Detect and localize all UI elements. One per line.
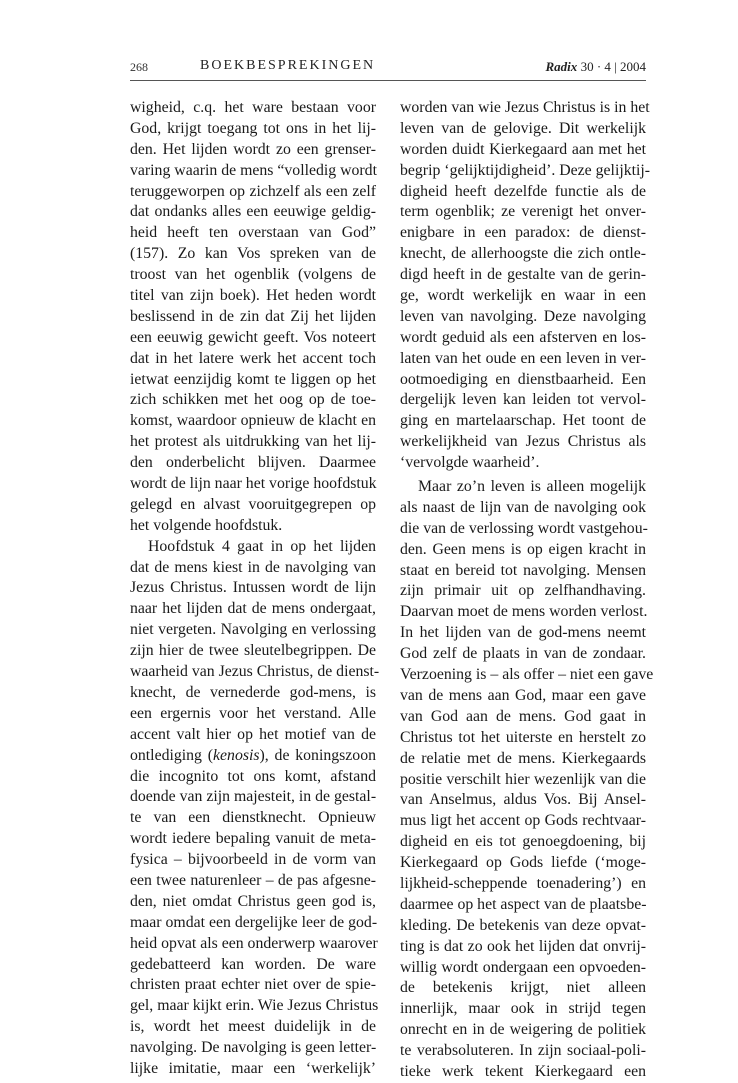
text-line: is, wordt het meest duidelijk in de [130, 1018, 376, 1036]
text-line: dat in het latere werk het accent toch [130, 349, 376, 367]
text-line: niet vergeten. Navolging en verlossing [130, 621, 376, 639]
text-line: naar het lijden dat de mens ondergaat, [130, 600, 376, 618]
text-line: ge, wordt werkelijk en waar in een [400, 287, 646, 305]
text-line: Christus tot het uiterste en herstelt zo [400, 728, 646, 746]
text-line: het volgende hoofdstuk. [130, 516, 283, 534]
text-line: heid heeft ten overstaan van God” [130, 224, 376, 242]
text-line: den, niet omdat Christus geen god is, [130, 892, 376, 910]
text-line: kleding. De betekenis van deze opvat- [400, 916, 646, 934]
text-line: Daarvan moet de mens worden verlost. [400, 603, 648, 621]
text-line: het protest als uitdrukking van het lij- [130, 433, 376, 451]
text-line: wordt de lijn naar het vorige hoofdstuk [130, 475, 377, 493]
text-line: wordt geduid als een afsterven en los- [400, 328, 646, 346]
text-line: een ergernis voor het verstand. Alle [130, 704, 376, 722]
text-line: doende van zijn majesteit, in de gestal- [130, 788, 377, 806]
text-line: In het lijden van de god-mens neemt [400, 624, 646, 642]
text-line: titel van zijn boek). Het heden wordt [130, 287, 376, 305]
left-text-column [130, 98, 380, 1080]
text-line: dat ondanks alles een eeuwige geldig- [130, 203, 376, 221]
page-number: 268 [130, 60, 148, 74]
text-line: tieke werk tekent Kierkegaard een [400, 1062, 646, 1080]
text-line: gel, maar kijkt erin. Wie Jezus Christus [130, 997, 379, 1015]
text-line: innerlijk, maar ook in strijd tegen [400, 1000, 646, 1018]
running-header [130, 58, 646, 81]
text-line: wordt iedere bepaling vanuit de meta- [130, 830, 376, 848]
text-line: digheid heeft dezelfde functie als de [400, 182, 646, 200]
text-line: enigbare in een paradox: de dienst- [400, 224, 646, 242]
text-line: de betekenis krijgt, niet alleen [400, 979, 646, 997]
text-line: als naast de lijn van de navolging ook [400, 498, 646, 516]
text-line: leven van navolging. Deze navolging [400, 307, 646, 325]
text-line: God zelf de plaats in van de zondaar. [400, 645, 646, 663]
text-line: komst, waardoor opnieuw de klacht en [130, 412, 376, 430]
text-line: den. Het lijden wordt zo een grenser- [130, 140, 376, 158]
text-line: ietwat eenzijdig komt te liggen op het [130, 370, 376, 388]
section-title: BOEKBESPREKINGEN [200, 58, 376, 73]
text-line: ontlediging (kenosis), de koningszoon [130, 746, 376, 764]
text-line: die incognito tot ons komt, afstand [130, 767, 376, 785]
text-line: dergelijk leven kan leiden tot vervol- [400, 391, 646, 409]
text-line: zich schikken met het oog op de toe- [130, 391, 376, 409]
text-line: leven van de gelovige. Dit werkelijk [400, 119, 646, 137]
text-line: van de mens aan God, maar een gave [400, 686, 646, 704]
text-line: knecht, de vernederde god-mens, is [130, 683, 376, 701]
text-line: varing waarin de mens “volledig wordt [130, 161, 377, 179]
text-line: die van de verlossing wordt vastgehou- [400, 519, 648, 537]
text-line: ting is dat zo ook het lijden dat onvrij- [400, 937, 646, 955]
journal-info [546, 59, 646, 75]
text-line: christen praat echter niet over de spie- [130, 976, 376, 994]
text-line: ging en martelaarschap. Het toont de [400, 412, 646, 430]
text-line: teruggeworpen op zichzelf als een zelf [130, 182, 376, 200]
text-line: beslissend in de zin dat Zij het lijden [130, 307, 376, 325]
text-line: te van een dienstknecht. Opnieuw [130, 809, 376, 827]
text-line: accent valt hier op het motief van de [130, 725, 376, 743]
right-text-column [400, 98, 654, 1083]
text-line: daarmee op het aspect van de plaatsbe- [400, 895, 647, 913]
text-line: heid opvat als een onderwerp waarover [130, 934, 378, 952]
text-line: knecht, de allerhoogste die zich ontle- [400, 245, 646, 263]
text-line: navolging. De navolging is geen letter- [130, 1039, 377, 1057]
text-line: zijn primair uit op zelfhandhaving. [400, 582, 646, 600]
text-line: waarheid van Jezus Christus, de dienst- [130, 663, 380, 681]
text-line: laten van het oude en een leven in ver- [400, 349, 646, 367]
text-line: fysica – bijvoorbeeld in de vorm van [130, 851, 376, 869]
text-line: de relatie met de mens. Kierkegaards [400, 749, 646, 767]
text-line: onrecht en in de weigering de politiek [400, 1021, 646, 1039]
text-line: Kierkegaard op Gods liefde (‘moge- [400, 854, 646, 872]
text-line: Maar zo’n leven is alleen mogelijk [418, 478, 646, 496]
text-line: maar omdat een dergelijke leer de god- [130, 913, 378, 931]
text-line: God, krijgt toegang tot ons in het lij- [130, 119, 376, 137]
text-line: ootmoediging en dienstbaarheid. Een [400, 370, 646, 388]
text-line: van Anselmus, aldus Vos. Bij Ansel- [400, 791, 646, 809]
text-line: willig wordt ondergaan een opvoeden- [400, 958, 646, 976]
text-line: te verabsoluteren. In zijn sociaal-poli- [400, 1042, 646, 1060]
text-line: worden duidt Kierkegaard aan met het [400, 140, 646, 158]
text-line: van God aan de mens. God gaat in [400, 707, 646, 725]
text-line: den. Geen mens is op eigen kracht in [400, 540, 646, 558]
text-line: Jezus Christus. Intussen wordt de lijn [130, 579, 376, 597]
text-line: gelegd en alvast vooruitgegrepen op [130, 495, 376, 513]
text-line: zijn hier de twee sleutelbegrippen. De [130, 642, 376, 660]
text-line: gedebatteerd kan worden. De ware [130, 955, 376, 973]
text-line: digd heeft in de gestalte van de gerin- [400, 266, 646, 284]
text-line: begrip ‘gelijktijdigheid’. Deze gelijktij- [400, 161, 651, 179]
text-line: troost van het ogenblik (volgens de [130, 266, 376, 284]
text-line: term ogenblik; ze verenigt het onver- [400, 203, 646, 221]
text-line: den onderbelicht blijven. Daarmee [130, 454, 376, 472]
text-line: dat de mens kiest in de navolging van [130, 558, 376, 576]
text-line: een eeuwig gewicht geeft. Vos noteert [130, 328, 376, 346]
text-line: digheid en eis tot genoegdoening, bij [400, 833, 646, 851]
journal-name: Radix [545, 59, 578, 74]
text-line: wigheid, c.q. het ware bestaan voor [130, 99, 376, 116]
text-line: positie verschilt hier wezenlijk van die [400, 770, 646, 788]
text-line: ‘vervolgde waarheid’. [400, 454, 540, 472]
text-line: mus ligt het accent op Gods rechtvaar- [400, 812, 646, 830]
text-line: lijke imitatie, maar een ‘werkelijk’ [130, 1059, 376, 1077]
text-line: werkelijkheid van Jezus Christus als [400, 433, 646, 451]
text-line: (157). Zo kan Vos spreken van de [130, 245, 376, 263]
emphasis-term: kenosis [213, 746, 260, 764]
text-line: Verzoening is – als offer – niet een gave [400, 666, 654, 684]
text-line: worden van wie Jezus Christus is in het [400, 99, 650, 116]
journal-issue: 30 · 4 | 2004 [580, 59, 646, 74]
text-line: Hoofdstuk 4 gaat in op het lijden [148, 537, 376, 555]
text-line: een twee naturenleer – de pas afgesne- [130, 871, 376, 889]
text-line: lijkheid-scheppende toenadering’) en [400, 874, 646, 892]
text-line: staat en bereid tot navolging. Mensen [400, 561, 646, 579]
